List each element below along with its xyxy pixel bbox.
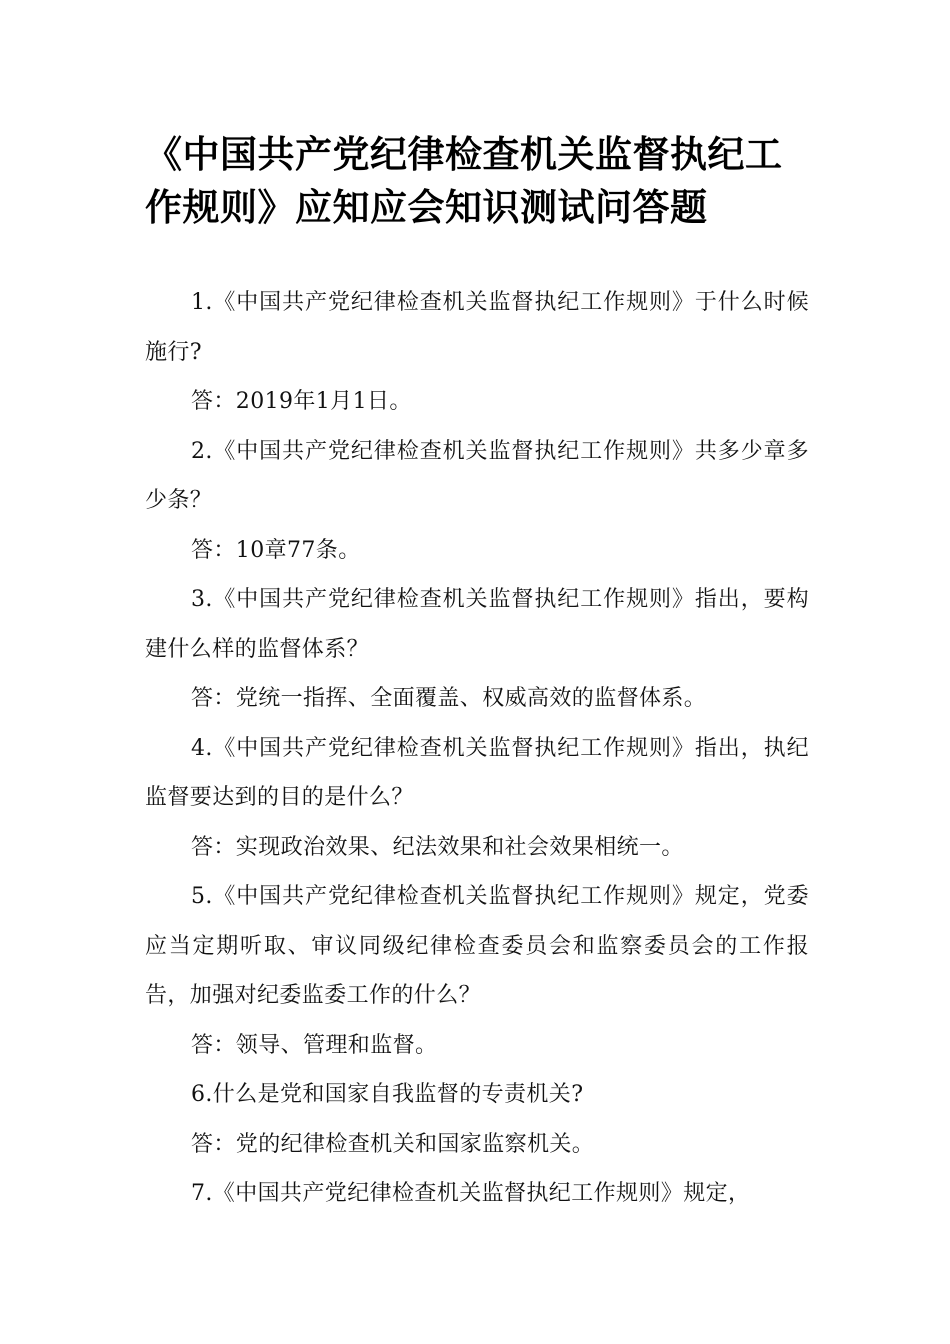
answer-3: 答：党统一指挥、全面覆盖、权威高效的监督体系。 <box>191 686 707 711</box>
answer-5: 答：领导、管理和监督。 <box>191 1032 438 1058</box>
question-1: 1.《中国共产党纪律检查机关监督执纪工作规则》于什么时候施行? <box>145 290 809 365</box>
question-5: 5.《中国共产党纪律检查机关监督执纪工作规则》规定，党委应当定期听取、审议同级纪律检查委员会和监察委员会的工作报告，加强对纪委监委工作的什么？ <box>145 884 809 1008</box>
document-title: 《中国共产党纪律检查机关监督执纪工作规则》应知应会知识测试问答题 <box>145 133 783 229</box>
answer-6: 答：党的纪律检查机关和国家监察机关。 <box>191 1131 595 1157</box>
question-3: 3.《中国共产党纪律检查机关监督执纪工作规则》指出，要构建什么样的监督体系？ <box>145 587 809 662</box>
question-4: 4.《中国共产党纪律检查机关监督执纪工作规则》指出，执纪监督要达到的目的是什么？ <box>145 735 809 810</box>
answer-1: 答：2019年1月1日。 <box>191 389 412 414</box>
answer-2: 答：10章77条。 <box>191 537 361 563</box>
document-body <box>145 278 809 1219</box>
question-6: 6.什么是党和国家自我监督的专责机关? <box>191 1082 584 1107</box>
question-2: 2.《中国共产党纪律检查机关监督执纪工作规则》共多少章多少条？ <box>145 438 809 513</box>
question-7: 7.《中国共产党纪律检查机关监督执纪工作规则》规定， <box>191 1181 751 1206</box>
answer-4: 答：实现政治效果、纪法效果和社会效果相统一。 <box>191 834 684 860</box>
